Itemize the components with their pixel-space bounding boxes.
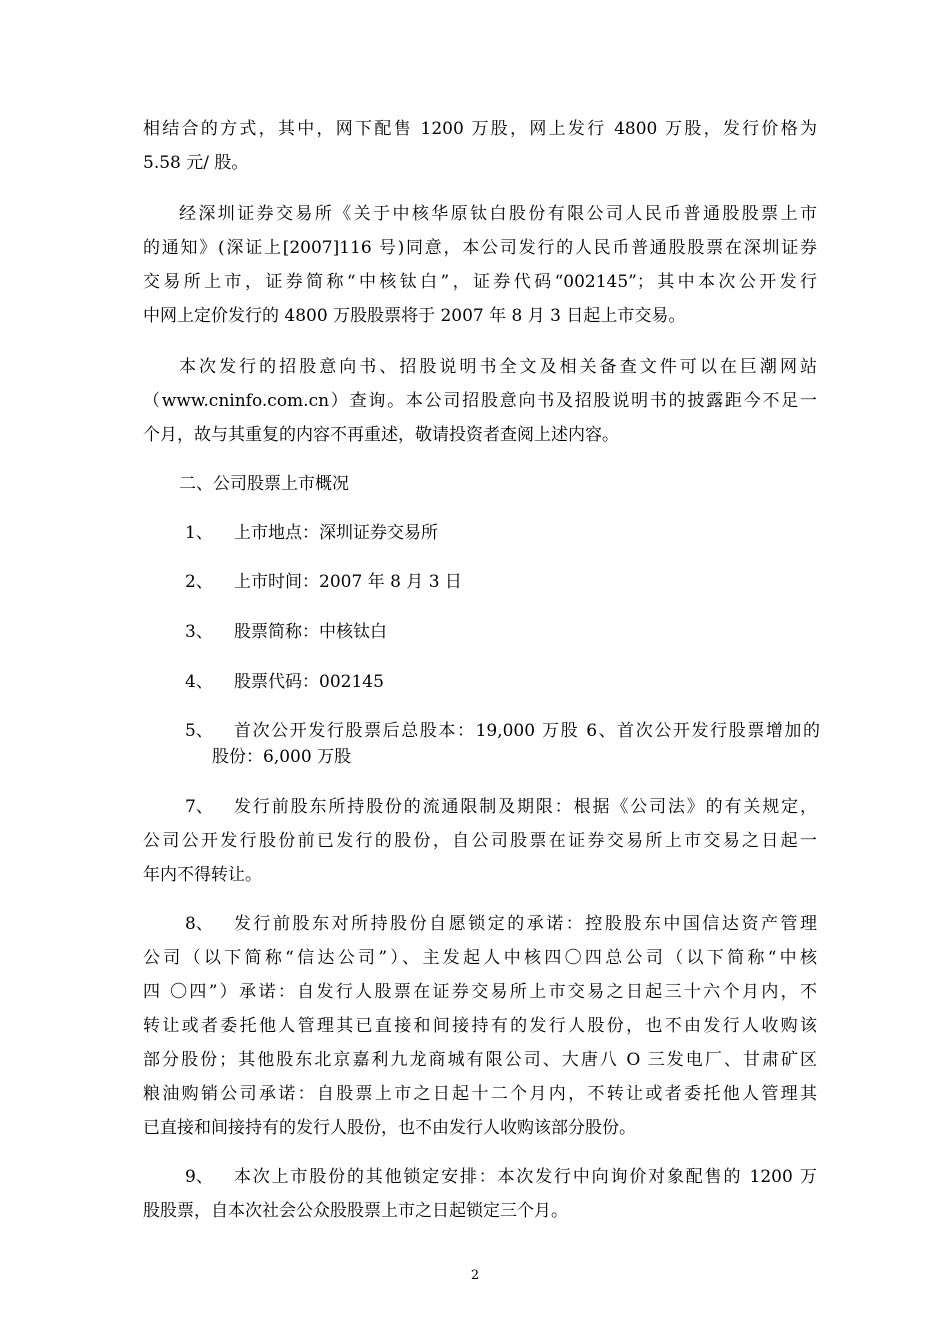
- item-3-text: 股票简称：中核钛白: [234, 622, 387, 642]
- item-5-line-1: 首次公开发行股票后总股本：19,000 万股 6、首次公开发行股票增加的: [234, 721, 820, 741]
- item-2-text: 上市时间：2007 年 8 月 3 日: [234, 572, 462, 592]
- item-1-text: 上市地点：深圳证券交易所: [234, 523, 438, 543]
- item-7-line-2: 公司公开发行股份前已发行的股份，自公司股票在证券交易所上市交易之日起一: [143, 831, 817, 851]
- item-8-line-7: 已直接和间接持有的发行人股份，也不由发行人收购该部分股份。: [143, 1118, 636, 1138]
- item-7-line-1: 发行前股东所持股份的流通限制及期限：根据《公司法》的有关规定，: [234, 797, 817, 817]
- paragraph-1-line-1: 相结合的方式，其中，网下配售 1200 万股，网上发行 4800 万股，发行价格为: [143, 119, 817, 139]
- paragraph-2-line-3: 交易所上市，证券简称“中核钛白”，证券代码“002145”；其中本次公开发行: [143, 272, 817, 292]
- item-1-number: 1、: [185, 523, 213, 543]
- item-8-line-5: 部分股份；其他股东北京嘉利九龙商城有限公司、大唐八 O 三发电厂、甘肃矿区: [143, 1050, 817, 1070]
- paragraph-2-line-4: 中网上定价发行的 4800 万股股票将于 2007 年 8 月 3 日起上市交易。: [143, 306, 686, 326]
- item-4-number: 4、: [185, 672, 213, 692]
- item-8-line-1: 发行前股东对所持股份自愿锁定的承诺：控股股东中国信达资产管理: [234, 914, 817, 934]
- item-3-number: 3、: [185, 622, 213, 642]
- item-5-number: 5、: [185, 721, 213, 741]
- item-9-line-1: 本次上市股份的其他锁定安排：本次发行中向询价对象配售的 1200 万: [234, 1167, 817, 1187]
- item-8-line-4: 转让或者委托他人管理其已直接和间接持有的发行人股份，也不由发行人收购该: [143, 1016, 817, 1036]
- item-8-number: 8、: [185, 914, 213, 934]
- paragraph-2-line-1: 经深圳证券交易所《关于中核华原钛白股份有限公司人民币普通股股票上市: [179, 204, 817, 224]
- paragraph-3-line-3: 个月，故与其重复的内容不再重述，敬请投资者查阅上述内容。: [143, 425, 619, 445]
- section-heading: 二、公司股票上市概况: [179, 474, 349, 494]
- item-5-line-2: 股份：6,000 万股: [212, 747, 352, 767]
- item-7-line-3: 年内不得转让。: [143, 865, 262, 885]
- item-4-text: 股票代码：002145: [234, 672, 384, 692]
- item-8-line-3: 四 〇四”）承诺：自发行人股票在证券交易所上市交易之日起三十六个月内，不: [143, 982, 817, 1002]
- page-number: 2: [470, 1268, 480, 1283]
- item-9-line-2: 股股票，自本次社会公众股股票上市之日起锁定三个月。: [143, 1201, 568, 1221]
- paragraph-2-line-2: 的通知》(深证上[2007]116 号)同意，本公司发行的人民币普通股股票在深圳证券: [143, 238, 817, 258]
- paragraph-3-line-2: （www.cninfo.com.cn）查询。本公司招股意向书及招股说明书的披露距今不足一: [143, 391, 817, 411]
- paragraph-1-line-2: 5.58 元/ 股。: [143, 153, 249, 173]
- item-8-line-2: 公司（以下简称“信达公司”）、主发起人中核四〇四总公司（以下简称“中核: [143, 948, 817, 968]
- item-9-number: 9、: [185, 1167, 213, 1187]
- paragraph-3-line-1: 本次发行的招股意向书、招股说明书全文及相关备查文件可以在巨潮网站: [179, 357, 817, 377]
- item-2-number: 2、: [185, 572, 213, 592]
- item-7-number: 7、: [185, 797, 213, 817]
- item-8-line-6: 粮油购销公司承诺：自股票上市之日起十二个月内，不转让或者委托他人管理其: [143, 1084, 817, 1104]
